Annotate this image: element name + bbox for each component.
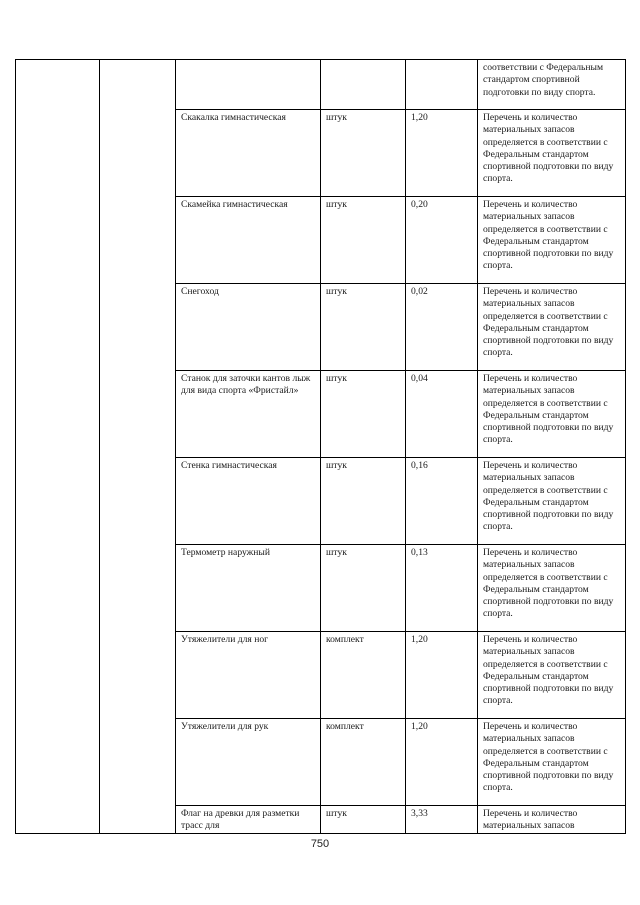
item-name-cell: Станок для заточки кантов лыж для вида спорта «Фристайл» (176, 371, 321, 458)
note-cell: Перечень и количество материальных запасов определяется в соответствии с Федеральным стандартом спортивной подготовки по виду спорта. (478, 632, 626, 719)
unit-cell: штук (321, 284, 406, 371)
item-name-cell (176, 60, 321, 110)
quantity-cell: 1,20 (406, 632, 478, 719)
item-name-cell: Стенка гимнастическая (176, 458, 321, 545)
item-name-cell: Снегоход (176, 284, 321, 371)
note-cell: Перечень и количество материальных запасов определяется в соответствии с Федеральным стандартом спортивной подготовки по виду спорта. (478, 110, 626, 197)
unit-cell: комплект (321, 632, 406, 719)
note-cell: Перечень и количество материальных запасов (478, 806, 626, 834)
unit-cell: штук (321, 371, 406, 458)
quantity-cell: 0,20 (406, 197, 478, 284)
item-name-cell: Скамейка гимнастическая (176, 197, 321, 284)
unit-cell: штук (321, 110, 406, 197)
unit-cell: штук (321, 806, 406, 834)
quantity-cell: 3,33 (406, 806, 478, 834)
note-cell: Перечень и количество материальных запасов определяется в соответствии с Федеральным стандартом спортивной подготовки по виду спорта. (478, 371, 626, 458)
note-cell: Перечень и количество материальных запасов определяется в соответствии с Федеральным стандартом спортивной подготовки по виду спорта. (478, 197, 626, 284)
note-cell: соответствии с Федеральным стандартом спортивной подготовки по виду спорта. (478, 60, 626, 110)
page-number: 750 (310, 838, 330, 850)
unit-cell: штук (321, 458, 406, 545)
quantity-cell: 0,02 (406, 284, 478, 371)
unit-cell: штук (321, 545, 406, 632)
quantity-cell: 0,16 (406, 458, 478, 545)
quantity-cell: 0,13 (406, 545, 478, 632)
empty-merged-cell-1 (16, 60, 100, 834)
note-cell: Перечень и количество материальных запасов определяется в соответствии с Федеральным стандартом спортивной подготовки по виду спорта. (478, 545, 626, 632)
note-cell: Перечень и количество материальных запасов определяется в соответствии с Федеральным стандартом спортивной подготовки по виду спорта. (478, 284, 626, 371)
note-cell: Перечень и количество материальных запасов определяется в соответствии с Федеральным стандартом спортивной подготовки по виду спорта. (478, 719, 626, 806)
materials-table (15, 59, 626, 834)
item-name-cell: Термометр наружный (176, 545, 321, 632)
empty-merged-cell-2 (100, 60, 176, 834)
quantity-cell: 1,20 (406, 719, 478, 806)
item-name-cell: Скакалка гимнастическая (176, 110, 321, 197)
quantity-cell: 1,20 (406, 110, 478, 197)
item-name-cell: Флаг на древки для разметки трасс для (176, 806, 321, 834)
unit-cell: комплект (321, 719, 406, 806)
note-cell: Перечень и количество материальных запасов определяется в соответствии с Федеральным стандартом спортивной подготовки по виду спорта. (478, 458, 626, 545)
unit-cell: штук (321, 197, 406, 284)
item-name-cell: Утяжелители для ног (176, 632, 321, 719)
quantity-cell: 0,04 (406, 371, 478, 458)
item-name-cell: Утяжелители для рук (176, 719, 321, 806)
unit-cell (321, 60, 406, 110)
quantity-cell (406, 60, 478, 110)
table-row (16, 60, 626, 110)
